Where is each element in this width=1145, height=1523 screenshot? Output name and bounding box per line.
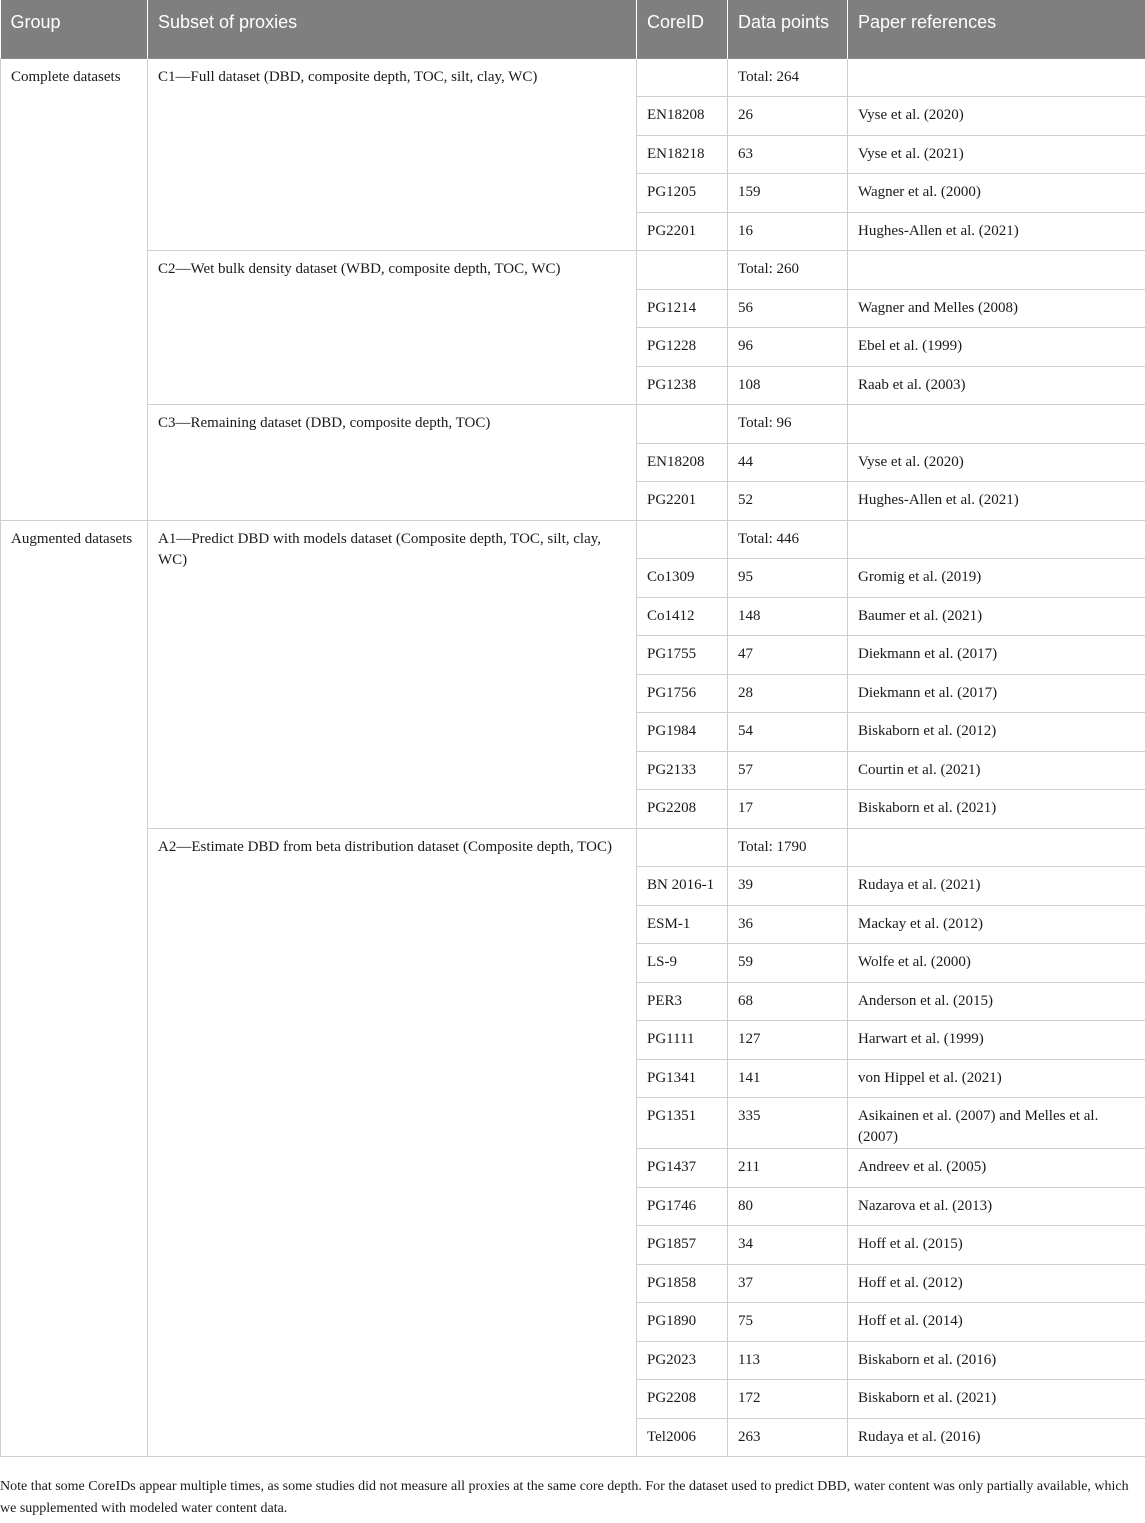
subset-label: C2—Wet bulk density dataset (WBD, composite depth, TOC, WC) bbox=[148, 251, 637, 405]
data-points-cell: 335 bbox=[728, 1098, 848, 1149]
core-id-cell: PG1437 bbox=[637, 1149, 728, 1188]
core-id-cell: PG1228 bbox=[637, 328, 728, 367]
reference-cell: Rudaya et al. (2016) bbox=[848, 1418, 1145, 1457]
reference-cell: Asikainen et al. (2007) and Melles et al. (2007) bbox=[848, 1098, 1145, 1149]
reference-cell bbox=[848, 520, 1145, 559]
core-id-cell: PG1351 bbox=[637, 1098, 728, 1149]
core-id-cell: PG1756 bbox=[637, 674, 728, 713]
reference-cell: Hughes-Allen et al. (2021) bbox=[848, 482, 1145, 521]
core-id-cell bbox=[637, 520, 728, 559]
data-points-cell: 54 bbox=[728, 713, 848, 752]
core-id-cell: PG2208 bbox=[637, 1380, 728, 1419]
header-paper-references: Paper references bbox=[848, 0, 1145, 58]
reference-cell: Wagner and Melles (2008) bbox=[848, 289, 1145, 328]
group-label: Augmented datasets bbox=[1, 520, 148, 1457]
core-id-cell: PG1755 bbox=[637, 636, 728, 675]
reference-cell bbox=[848, 828, 1145, 867]
table-footnote: Note that some CoreIDs appear multiple times, as some studies did not measure all proxies at the same core depth. For the dataset used to predict DBD, water content was only partially available, which we supplemented with modeled water content data. bbox=[0, 1479, 1129, 1516]
data-points-cell: 34 bbox=[728, 1226, 848, 1265]
data-points-cell: 96 bbox=[728, 328, 848, 367]
data-points-cell: 63 bbox=[728, 135, 848, 174]
core-id-cell: BN 2016-1 bbox=[637, 867, 728, 906]
header-data-points: Data points bbox=[728, 0, 848, 58]
table-row bbox=[1, 405, 1145, 444]
core-id-cell: PG2023 bbox=[637, 1341, 728, 1380]
data-points-cell: 52 bbox=[728, 482, 848, 521]
reference-cell: Biskaborn et al. (2021) bbox=[848, 1380, 1145, 1419]
subset-total: Total: 264 bbox=[728, 58, 848, 97]
table-row bbox=[1, 520, 1145, 559]
data-points-cell: 28 bbox=[728, 674, 848, 713]
core-id-cell: EN18218 bbox=[637, 135, 728, 174]
core-id-cell: PG1205 bbox=[637, 174, 728, 213]
table-row bbox=[1, 58, 1145, 97]
reference-cell: Wolfe et al. (2000) bbox=[848, 944, 1145, 983]
data-points-cell: 141 bbox=[728, 1059, 848, 1098]
data-points-cell: 80 bbox=[728, 1187, 848, 1226]
reference-cell: Hughes-Allen et al. (2021) bbox=[848, 212, 1145, 251]
core-id-cell bbox=[637, 828, 728, 867]
header-subset: Subset of proxies bbox=[148, 0, 637, 58]
subset-total: Total: 446 bbox=[728, 520, 848, 559]
reference-cell bbox=[848, 405, 1145, 444]
reference-cell: Vyse et al. (2021) bbox=[848, 135, 1145, 174]
core-id-cell: PG1857 bbox=[637, 1226, 728, 1265]
table-row bbox=[1, 251, 1145, 290]
reference-cell: von Hippel et al. (2021) bbox=[848, 1059, 1145, 1098]
data-points-cell: 44 bbox=[728, 443, 848, 482]
table-body bbox=[1, 58, 1145, 1457]
header-core-id: CoreID bbox=[637, 0, 728, 58]
data-points-cell: 26 bbox=[728, 97, 848, 136]
core-id-cell: PG1890 bbox=[637, 1303, 728, 1342]
reference-cell: Harwart et al. (1999) bbox=[848, 1021, 1145, 1060]
data-points-cell: 127 bbox=[728, 1021, 848, 1060]
core-id-cell bbox=[637, 251, 728, 290]
data-points-cell: 148 bbox=[728, 597, 848, 636]
reference-cell: Hoff et al. (2015) bbox=[848, 1226, 1145, 1265]
reference-cell: Hoff et al. (2014) bbox=[848, 1303, 1145, 1342]
reference-cell: Wagner et al. (2000) bbox=[848, 174, 1145, 213]
data-points-cell: 263 bbox=[728, 1418, 848, 1457]
reference-cell: Ebel et al. (1999) bbox=[848, 328, 1145, 367]
core-id-cell: PG1111 bbox=[637, 1021, 728, 1060]
core-id-cell: Co1412 bbox=[637, 597, 728, 636]
data-points-cell: 39 bbox=[728, 867, 848, 906]
reference-cell: Vyse et al. (2020) bbox=[848, 443, 1145, 482]
table-row bbox=[1, 828, 1145, 867]
reference-cell bbox=[848, 58, 1145, 97]
subset-label: A1—Predict DBD with models dataset (Composite depth, TOC, silt, clay, WC) bbox=[148, 520, 637, 828]
reference-cell bbox=[848, 251, 1145, 290]
data-points-cell: 75 bbox=[728, 1303, 848, 1342]
reference-cell: Raab et al. (2003) bbox=[848, 366, 1145, 405]
core-id-cell: PG1214 bbox=[637, 289, 728, 328]
subset-total: Total: 1790 bbox=[728, 828, 848, 867]
core-id-cell: PG1984 bbox=[637, 713, 728, 752]
reference-cell: Biskaborn et al. (2021) bbox=[848, 790, 1145, 829]
core-id-cell: LS-9 bbox=[637, 944, 728, 983]
data-points-cell: 16 bbox=[728, 212, 848, 251]
reference-cell: Gromig et al. (2019) bbox=[848, 559, 1145, 598]
data-points-cell: 57 bbox=[728, 751, 848, 790]
data-points-cell: 17 bbox=[728, 790, 848, 829]
group-label: Complete datasets bbox=[1, 58, 148, 520]
data-points-cell: 37 bbox=[728, 1264, 848, 1303]
core-id-cell: ESM-1 bbox=[637, 905, 728, 944]
core-id-cell: PG1341 bbox=[637, 1059, 728, 1098]
table-header bbox=[1, 0, 1145, 58]
reference-cell: Nazarova et al. (2013) bbox=[848, 1187, 1145, 1226]
reference-cell: Biskaborn et al. (2012) bbox=[848, 713, 1145, 752]
data-points-cell: 59 bbox=[728, 944, 848, 983]
reference-cell: Mackay et al. (2012) bbox=[848, 905, 1145, 944]
core-id-cell: EN18208 bbox=[637, 443, 728, 482]
data-points-cell: 172 bbox=[728, 1380, 848, 1419]
reference-cell: Diekmann et al. (2017) bbox=[848, 674, 1145, 713]
data-points-cell: 68 bbox=[728, 982, 848, 1021]
data-points-cell: 36 bbox=[728, 905, 848, 944]
header-row bbox=[1, 0, 1145, 58]
core-id-cell: PG1858 bbox=[637, 1264, 728, 1303]
header-group: Group bbox=[1, 0, 148, 58]
subset-label: A2—Estimate DBD from beta distribution dataset (Composite depth, TOC) bbox=[148, 828, 637, 1457]
reference-cell: Anderson et al. (2015) bbox=[848, 982, 1145, 1021]
core-id-cell: PG1746 bbox=[637, 1187, 728, 1226]
data-points-cell: 211 bbox=[728, 1149, 848, 1188]
data-points-cell: 47 bbox=[728, 636, 848, 675]
reference-cell: Baumer et al. (2021) bbox=[848, 597, 1145, 636]
reference-cell: Rudaya et al. (2021) bbox=[848, 867, 1145, 906]
reference-cell: Diekmann et al. (2017) bbox=[848, 636, 1145, 675]
core-id-cell: Co1309 bbox=[637, 559, 728, 598]
core-id-cell: PG2201 bbox=[637, 212, 728, 251]
core-id-cell: PG2133 bbox=[637, 751, 728, 790]
core-id-cell bbox=[637, 58, 728, 97]
reference-cell: Andreev et al. (2005) bbox=[848, 1149, 1145, 1188]
data-points-cell: 108 bbox=[728, 366, 848, 405]
subset-label: C1—Full dataset (DBD, composite depth, TOC, silt, clay, WC) bbox=[148, 58, 637, 251]
core-id-cell: PG2201 bbox=[637, 482, 728, 521]
subset-label: C3—Remaining dataset (DBD, composite depth, TOC) bbox=[148, 405, 637, 521]
core-id-cell: Tel2006 bbox=[637, 1418, 728, 1457]
data-points-cell: 95 bbox=[728, 559, 848, 598]
subset-total: Total: 96 bbox=[728, 405, 848, 444]
reference-cell: Vyse et al. (2020) bbox=[848, 97, 1145, 136]
subset-total: Total: 260 bbox=[728, 251, 848, 290]
core-id-cell: PER3 bbox=[637, 982, 728, 1021]
core-id-cell: PG2208 bbox=[637, 790, 728, 829]
reference-cell: Hoff et al. (2012) bbox=[848, 1264, 1145, 1303]
core-id-cell: EN18208 bbox=[637, 97, 728, 136]
data-points-cell: 56 bbox=[728, 289, 848, 328]
data-points-cell: 159 bbox=[728, 174, 848, 213]
core-id-cell bbox=[637, 405, 728, 444]
core-id-cell: PG1238 bbox=[637, 366, 728, 405]
reference-cell: Courtin et al. (2021) bbox=[848, 751, 1145, 790]
reference-cell: Biskaborn et al. (2016) bbox=[848, 1341, 1145, 1380]
data-points-cell: 113 bbox=[728, 1341, 848, 1380]
